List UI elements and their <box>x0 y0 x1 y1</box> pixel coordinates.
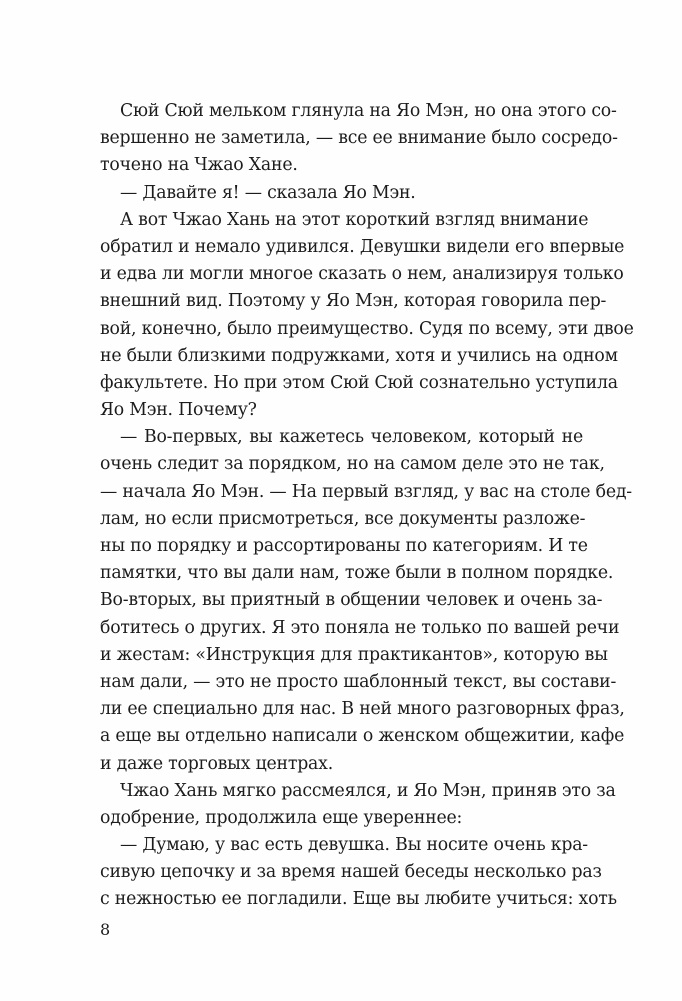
text-line: А вот Чжао Хань на этот короткий взгляд внимание <box>120 209 589 230</box>
text-line: ботитесь о других. Я это поняла не только по вашей речи <box>100 617 620 638</box>
text-line: нам дали, — это не просто шаблонный текст, вы состави- <box>100 671 617 692</box>
text-line: точено на Чжао Хане. <box>100 155 298 176</box>
text-line: Яо Мэн. Почему? <box>100 400 257 421</box>
text-line: и жестам: «Инструкция для практикантов», которую вы <box>100 644 608 665</box>
text-line: не были близкими подружками, хотя и учились на одном <box>100 345 618 366</box>
page-number: 8 <box>100 920 111 939</box>
text-line: очень следит за порядком, но на самом деле это не так, <box>100 454 605 475</box>
text-line: ли ее специально для нас. В ней много разговорных фраз, <box>100 699 625 720</box>
text-line: с нежностью ее погладили. Еще вы любите учиться: хоть <box>100 889 617 910</box>
text-line: факультете. Но при этом Сюй Сюй сознательно уступила <box>100 372 618 393</box>
text-line: — Во-первых, вы кажетесь человеком, который не <box>120 427 583 448</box>
text-line: — Давайте я! — сказала Яо Мэн. <box>120 182 416 203</box>
text-line: а еще вы отдельно написали о женском общежитии, кафе <box>100 726 625 747</box>
text-line: вой, конечно, было преимущество. Судя по всему, эти двое <box>100 318 634 339</box>
text-line: Во-вторых, вы приятный в общении человек и очень за- <box>100 590 603 611</box>
text-line: и даже торговых центрах. <box>100 753 334 774</box>
text-line: памятки, что вы дали нам, тоже были в полном порядке. <box>100 563 614 584</box>
text-line: — начала Яо Мэн. — На первый взгляд, у вас на столе бед- <box>100 481 632 502</box>
text-line: — Думаю, у вас есть девушка. Вы носите очень кра- <box>120 835 588 856</box>
body-text <box>100 98 634 914</box>
text-line: одобрение, продолжила еще увереннее: <box>100 807 463 828</box>
text-line: вершенно не заметила, — все ее внимание было сосредо- <box>100 128 618 149</box>
text-line: внешний вид. Поэтому у Яо Мэн, которая говорила пер- <box>100 291 607 312</box>
text-line: сивую цепочку и за время нашей беседы несколько раз <box>100 862 602 883</box>
text-line: и едва ли могли многое сказать о нем, анализируя только <box>100 264 624 285</box>
text-line: Чжао Хань мягко рассмеялся, и Яо Мэн, приняв это за <box>120 780 616 801</box>
text-line: ны по порядку и рассортированы по категориям. И те <box>100 536 588 556</box>
text-line: лам, но если присмотреться, все документы разложе- <box>100 508 586 529</box>
text-line: обратил и немало удивился. Девушки видели его впервые <box>100 236 625 257</box>
text-line: Сюй Сюй мельком глянула на Яо Мэн, но она этого со- <box>120 101 617 121</box>
